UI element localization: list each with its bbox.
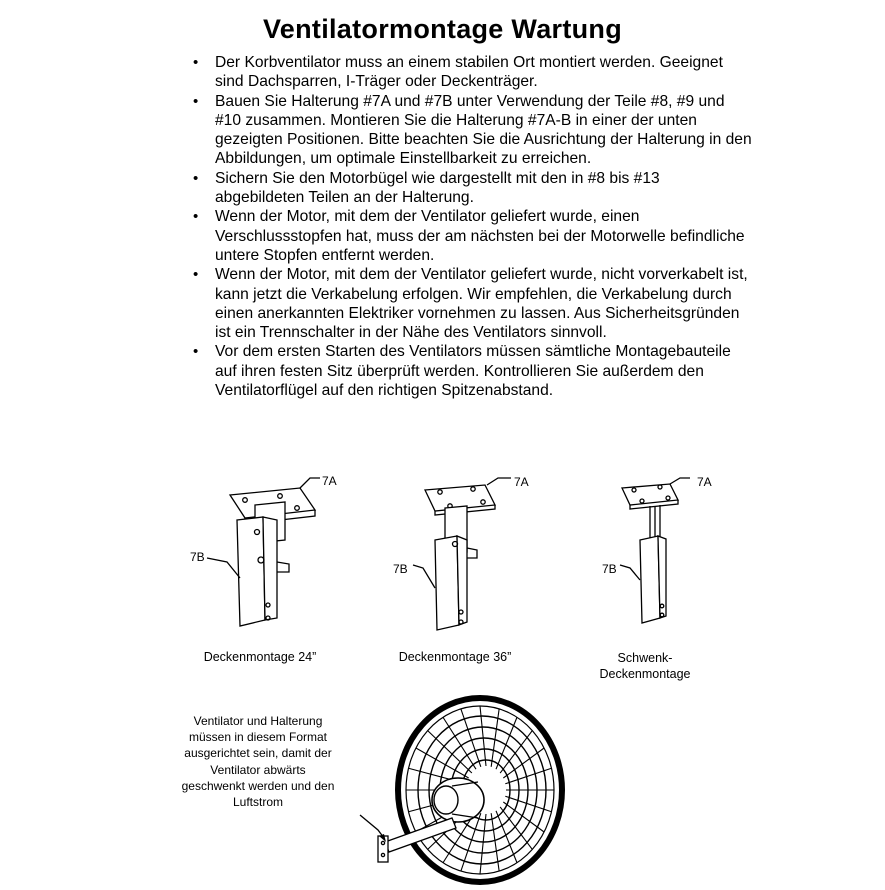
caption-swivel [590,650,700,681]
caption-swivel-line1: Schwenk- [617,651,673,665]
label-7b: 7B [602,562,617,576]
instruction-item: • Bauen Sie Halterung #7A und #7B unter Verwendung der Teile #8, #9 und #10 zusammen. Montieren Sie die Halterung #7A-B in einer der unten gezeigten Positionen. Bitte beachten Sie die Ausrichtung der Halterung in den Abbildungen, um optimale Einstellbarkeit zu erreichen. [193,92,753,169]
bracket-diagram-swivel [600,470,740,640]
bracket-diagram-36 [395,470,555,640]
instruction-item: • Sichern Sie den Motorbügel wie dargestellt mit den in #8 bis #13 abgebildeten Teilen an der Halterung. [193,169,753,208]
caption-36: Deckenmontage 36” [398,650,512,664]
caption-24: Deckenmontage 24” [203,650,317,664]
label-7a: 7A [697,475,712,489]
instruction-list [193,53,753,400]
orientation-note: Ventilator und Halterung müssen in diesem Format ausgerichtet sein, damit der Ventilator abwärts geschwenkt werden und den Luftstrom [181,714,335,810]
instruction-item: • Der Korbventilator muss an einem stabilen Ort montiert werden. Geeignet sind Dachsparren, I-Träger oder Deckenträger. [193,53,753,92]
instruction-item: • Vor dem ersten Starten des Ventilators müssen sämtliche Montagebauteile auf ihren festen Sitz überprüft werden. Kontrollieren Sie außerdem den Ventilatorflügel auf den richtigen Spitzenabstand. [193,342,753,400]
instruction-item: • Wenn der Motor, mit dem der Ventilator geliefert wurde, nicht vorverkabelt ist, kann jetzt die Verkabelung erfolgen. Wir empfehlen, die Verkabelung durch einen anerkannten Elektriker vornehmen zu lassen. Aus Sicherheitsgründen ist ein Trennschalter in der Nähe des Ventilators sinnvoll. [193,265,753,342]
label-7b: 7B [190,550,205,564]
label-7a: 7A [514,475,529,489]
label-7a: 7A [322,474,337,488]
fan-illustration [360,690,580,890]
page-title: Ventilatormontage Wartung [262,14,622,44]
instruction-item: • Wenn der Motor, mit dem der Ventilator geliefert wurde, einen Verschlussstopfen hat, muss der am nächsten bei der Motorwelle befindliche untere Stopfen entfernt werden. [193,207,753,265]
bracket-diagram-24 [185,470,345,640]
caption-swivel-line2: Deckenmontage [599,667,691,681]
label-7b: 7B [393,562,408,576]
